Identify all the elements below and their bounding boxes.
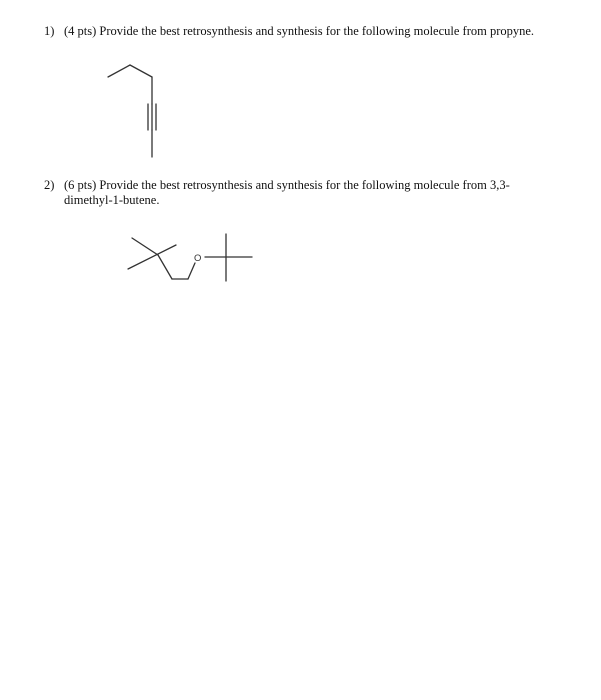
question-2-text: (6 pts) Provide the best retrosynthesis and synthesis for the following molecule from 3,3-dimethyl-1-butene. xyxy=(64,178,510,207)
question-2-number: 2) xyxy=(44,178,55,192)
bond xyxy=(128,245,176,269)
bond xyxy=(130,65,152,77)
hex-1-yne-structure-icon xyxy=(100,60,170,170)
bond xyxy=(108,65,130,77)
question-1-number: 1) xyxy=(44,24,55,38)
bond xyxy=(158,255,172,279)
oxygen-atom-label: O xyxy=(194,253,202,264)
question-1-text: (4 pts) Provide the best retrosynthesis and synthesis for the following molecule from propyne. xyxy=(64,24,535,38)
bond xyxy=(188,263,195,279)
bond xyxy=(132,238,158,255)
tert-butyl-ether-structure-icon xyxy=(120,226,260,288)
